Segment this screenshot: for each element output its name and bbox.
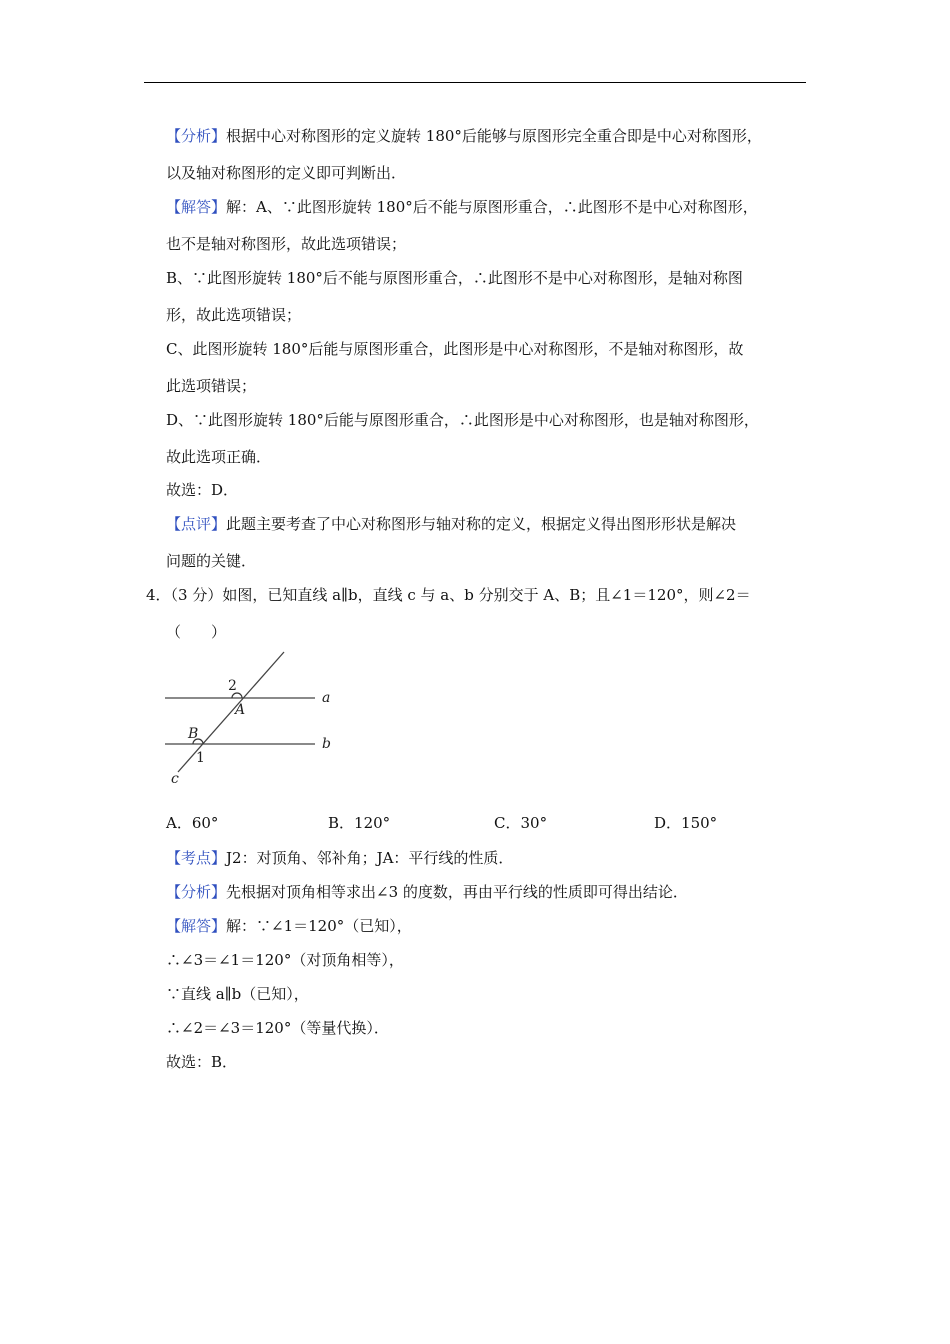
answer-choice: 故选：D．	[166, 481, 239, 499]
section-tag: 【点评】	[166, 515, 227, 533]
option-d: D．150°	[654, 814, 718, 832]
comment-line-1: 【点评】此题主要考查了中心对称图形与轴对称的定义，根据定义得出图形形状是解决	[166, 515, 737, 533]
answer-line-2: 也不是轴对称图形，故此选项错误；	[166, 235, 407, 253]
test-point: 【考点】J2：对顶角、邻补角；JA：平行线的性质．	[166, 849, 514, 867]
header-rule	[144, 82, 806, 83]
label-c: c	[171, 771, 179, 787]
label-A: A	[235, 702, 246, 718]
answer-line-4: 形，故此选项错误；	[166, 306, 302, 324]
question-4-blank: （ ）	[166, 623, 227, 641]
answer-2-line-4: ∴∠2＝∠3＝120°（等量代换）．	[166, 1019, 389, 1037]
line-c	[178, 652, 284, 772]
comment-line-2: 问题的关键．	[166, 552, 257, 570]
answer-line-8: 故此选项正确．	[166, 448, 272, 466]
question-4-stem: 4．（3 分）如图，已知直线 a∥b，直线 c 与 a、b 分别交于 A、B；且∠1＝120°，则∠2＝	[146, 586, 751, 604]
section-tag: 【解答】	[166, 198, 227, 216]
parallel-lines-figure	[160, 648, 345, 788]
answer-line-7: D、∵此图形旋转 180°后能与原图形重合，∴此图形是中心对称图形，也是轴对称图形，	[166, 411, 759, 429]
answer-line-6: 此选项错误；	[166, 377, 257, 395]
analysis-2: 【分析】先根据对顶角相等求出∠3 的度数，再由平行线的性质即可得出结论．	[166, 883, 688, 901]
section-tag: 【分析】	[166, 127, 227, 145]
analysis-line-1: 【分析】根据中心对称图形的定义旋转 180°后能够与原图形完全重合即是中心对称图形，	[166, 127, 762, 145]
label-a: a	[322, 690, 331, 706]
option-c: C．30°	[494, 814, 548, 832]
section-tag: 【解答】	[166, 917, 227, 935]
label-b: b	[322, 736, 331, 752]
label-2: 2	[228, 678, 237, 694]
label-1: 1	[196, 750, 205, 766]
answer-2-line-3: ∵直线 a∥b（已知），	[166, 985, 309, 1003]
section-tag: 【分析】	[166, 883, 227, 901]
option-b: B．120°	[328, 814, 391, 832]
answer-line-5: C、此图形旋转 180°后能与原图形重合，此图形是中心对称图形，不是轴对称图形，故	[166, 340, 744, 358]
answer-2-choice: 故选：B．	[166, 1053, 238, 1071]
answer-2-line-2: ∴∠3＝∠1＝120°（对顶角相等），	[166, 951, 404, 969]
answer-line-1: 【解答】解：A、∵此图形旋转 180°后不能与原图形重合，∴此图形不是中心对称图形，	[166, 198, 758, 216]
answer-2-line-1: 【解答】解：∵∠1＝120°（已知），	[166, 917, 412, 935]
label-B: B	[188, 726, 199, 742]
section-tag: 【考点】	[166, 849, 227, 867]
option-a: A．60°	[166, 814, 219, 832]
analysis-line-2: 以及轴对称图形的定义即可判断出．	[166, 164, 407, 182]
answer-line-3: B、∵此图形旋转 180°后不能与原图形重合，∴此图形不是中心对称图形，是轴对称图	[166, 269, 743, 287]
